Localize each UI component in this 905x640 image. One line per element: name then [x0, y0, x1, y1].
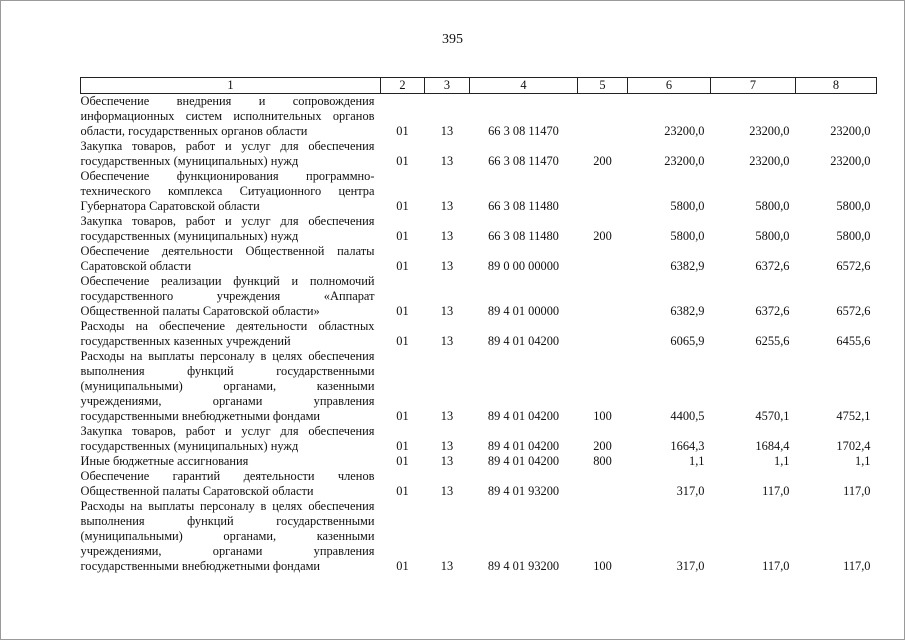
- table-row: [81, 169, 877, 214]
- section-code: 01: [396, 484, 409, 498]
- row-name: Обеспечение реализации функций и полномочий государственного учреждения «Аппарат Общественной палаты Саратовской области»: [80, 274, 375, 318]
- section-code: 01: [396, 154, 409, 168]
- amount-year-3: 23200,0: [830, 124, 871, 138]
- amount-year-1: 317,0: [676, 559, 705, 573]
- row-name: Расходы на выплаты персоналу в целях обеспечения выполнения функций государственными (муниципальными) органами, казенными учреждениями, органами управления государственными внебюджетными фондами: [80, 499, 375, 573]
- amount-year-1: 23200,0: [664, 124, 705, 138]
- expense-type: [578, 244, 628, 274]
- amount-year-2: 6372,6: [755, 259, 790, 273]
- target-article: 66 3 08 11470: [488, 154, 559, 168]
- subsection-code: 13: [440, 334, 454, 348]
- expense-type: [578, 169, 628, 214]
- amount-year-2: 5800,0: [755, 199, 790, 213]
- table-row: [81, 214, 877, 244]
- table-row: [81, 454, 877, 469]
- target-article: 89 4 01 04200: [487, 454, 560, 468]
- amount-year-2: 23200,0: [749, 154, 790, 168]
- amount-year-2: 23200,0: [749, 124, 790, 138]
- target-article: 66 3 08 11480: [488, 199, 559, 213]
- expense-type: 200: [593, 229, 612, 243]
- expense-type: 100: [593, 409, 612, 423]
- row-name: Иные бюджетные ассигнования: [80, 454, 249, 468]
- subsection-code: 13: [440, 259, 454, 273]
- section-code: 01: [396, 559, 409, 573]
- amount-year-1: 6382,9: [670, 304, 705, 318]
- subsection-code: 13: [440, 484, 454, 498]
- amount-year-3: 117,0: [843, 484, 871, 498]
- amount-year-3: 4752,1: [836, 409, 871, 423]
- subsection-code: 13: [440, 154, 454, 168]
- section-code: 01: [396, 454, 409, 468]
- target-article: 89 0 00 00000: [487, 259, 560, 273]
- expense-type: [578, 319, 628, 349]
- table-row: [81, 244, 877, 274]
- target-article: 89 4 01 00000: [487, 304, 560, 318]
- row-name: Обеспечение гарантий деятельности членов Общественной палаты Саратовской области: [80, 469, 375, 498]
- table-row: [81, 499, 877, 574]
- amount-year-1: 4400,5: [670, 409, 705, 423]
- subsection-code: 13: [440, 124, 454, 138]
- section-code: 01: [396, 304, 409, 318]
- section-code: 01: [396, 334, 409, 348]
- row-name: Расходы на обеспечение деятельности областных государственных казенных учреждений: [80, 319, 375, 348]
- target-article: 66 3 08 11470: [488, 124, 559, 138]
- section-code: 01: [396, 439, 409, 453]
- row-name: Расходы на выплаты персоналу в целях обеспечения выполнения функций государственными (муниципальными) органами, казенными учреждениями, органами управления государственными внебюджетными фондами: [80, 349, 375, 423]
- header-row: [81, 78, 877, 94]
- target-article: 89 4 01 93200: [487, 484, 560, 498]
- table-row: [81, 94, 877, 140]
- subsection-code: 13: [440, 439, 454, 453]
- amount-year-2: 6255,6: [755, 334, 790, 348]
- subsection-code: 13: [440, 229, 454, 243]
- expense-type: 800: [593, 454, 612, 468]
- amount-year-1: 1,1: [689, 454, 705, 468]
- amount-year-3: 1,1: [855, 454, 871, 468]
- amount-year-1: 317,0: [676, 484, 705, 498]
- row-name: Закупка товаров, работ и услуг для обеспечения государственных (муниципальных) нужд: [80, 139, 375, 168]
- amount-year-2: 117,0: [762, 484, 790, 498]
- amount-year-3: 117,0: [843, 559, 871, 573]
- amount-year-1: 23200,0: [664, 154, 705, 168]
- section-code: 01: [396, 259, 409, 273]
- section-code: 01: [396, 409, 409, 423]
- amount-year-3: 6455,6: [836, 334, 871, 348]
- subsection-code: 13: [440, 199, 454, 213]
- column-header-7: 7: [711, 78, 796, 94]
- subsection-code: 13: [440, 454, 454, 468]
- row-name: Обеспечение функционирования программно-технического комплекса Ситуационного центра Губернатора Саратовской области: [80, 169, 375, 213]
- expense-type: 200: [593, 439, 612, 453]
- table-row: [81, 319, 877, 349]
- table-row: [81, 469, 877, 499]
- amount-year-2: 6372,6: [755, 304, 790, 318]
- expense-type: 100: [593, 559, 612, 573]
- table-row: [81, 349, 877, 424]
- expense-type: [578, 94, 628, 140]
- table-body: [81, 94, 877, 575]
- section-code: 01: [396, 229, 409, 243]
- target-article: 89 4 01 04200: [487, 334, 560, 348]
- amount-year-2: 117,0: [762, 559, 790, 573]
- row-name: Обеспечение деятельности Общественной палаты Саратовской области: [80, 244, 375, 273]
- column-header-3: 3: [425, 78, 470, 94]
- target-article: 89 4 01 04200: [487, 439, 560, 453]
- amount-year-1: 5800,0: [670, 229, 705, 243]
- column-header-6: 6: [628, 78, 711, 94]
- amount-year-1: 5800,0: [670, 199, 705, 213]
- column-header-8: 8: [796, 78, 877, 94]
- subsection-code: 13: [440, 304, 454, 318]
- amount-year-1: 1664,3: [670, 439, 705, 453]
- column-header-5: 5: [578, 78, 628, 94]
- amount-year-3: 6572,6: [836, 259, 871, 273]
- expense-type: [578, 274, 628, 319]
- amount-year-1: 6382,9: [670, 259, 705, 273]
- amount-year-3: 1702,4: [836, 439, 871, 453]
- target-article: 89 4 01 93200: [487, 559, 560, 573]
- expense-type: [578, 469, 628, 499]
- table-row: [81, 139, 877, 169]
- page-number: 395: [442, 32, 463, 47]
- column-header-1: 1: [81, 78, 381, 94]
- budget-table: [80, 77, 877, 574]
- target-article: 66 3 08 11480: [488, 229, 559, 243]
- row-name: Закупка товаров, работ и услуг для обеспечения государственных (муниципальных) нужд: [80, 214, 375, 243]
- amount-year-2: 5800,0: [755, 229, 790, 243]
- amount-year-3: 23200,0: [830, 154, 871, 168]
- amount-year-2: 1684,4: [755, 439, 790, 453]
- amount-year-1: 6065,9: [670, 334, 705, 348]
- subsection-code: 13: [440, 409, 454, 423]
- table-row: [81, 424, 877, 454]
- table-row: [81, 274, 877, 319]
- amount-year-2: 1,1: [774, 454, 790, 468]
- amount-year-3: 5800,0: [836, 199, 871, 213]
- column-header-2: 2: [381, 78, 425, 94]
- section-code: 01: [396, 124, 409, 138]
- row-name: Закупка товаров, работ и услуг для обеспечения государственных (муниципальных) нужд: [80, 424, 375, 453]
- section-code: 01: [396, 199, 409, 213]
- column-header-4: 4: [470, 78, 578, 94]
- amount-year-2: 4570,1: [755, 409, 790, 423]
- expense-type: 200: [593, 154, 612, 168]
- amount-year-3: 5800,0: [836, 229, 871, 243]
- amount-year-3: 6572,6: [836, 304, 871, 318]
- row-name: Обеспечение внедрения и сопровождения информационных систем исполнительных органов области, государственных органов области: [80, 94, 375, 138]
- subsection-code: 13: [440, 559, 454, 573]
- target-article: 89 4 01 04200: [487, 409, 560, 423]
